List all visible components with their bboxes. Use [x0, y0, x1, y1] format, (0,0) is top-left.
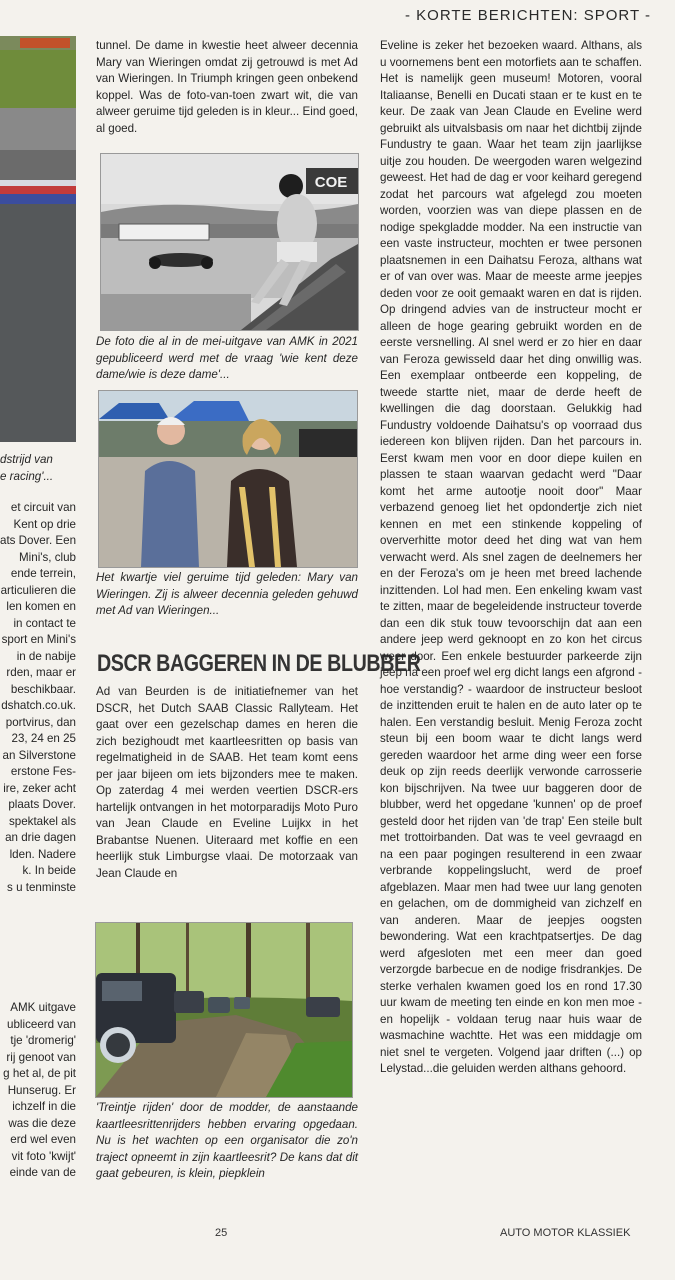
left-text-line: Mini's, club	[19, 550, 76, 564]
left-text-line: einde van de	[9, 1166, 76, 1179]
left-text-line: in de nabije	[16, 649, 76, 663]
left-caption-line: e racing'...	[0, 469, 54, 483]
left-text-line: portvirus, dan	[5, 715, 76, 729]
left-text-line: in contact te	[13, 616, 76, 630]
left-text-line: plaats Dover.	[8, 798, 76, 811]
left-caption-line: dstrijd van	[0, 453, 53, 466]
left-text-line: ubliceerd van	[7, 1017, 76, 1031]
left-text-line: len komen en	[6, 600, 76, 613]
left-text-line: rij genoot van	[6, 1050, 76, 1064]
left-text-line: lden. Nadere	[9, 847, 76, 861]
article-headline: DSCR BAGGEREN IN DE BLUBBER	[97, 650, 421, 677]
left-text-line: an Silverstone	[2, 748, 76, 762]
coe-sign-text: COE	[314, 174, 348, 191]
left-text-line: ende terrein,	[10, 567, 76, 580]
left-text-line: beschikbaar.	[10, 682, 76, 696]
left-text-line: et circuit van	[10, 501, 76, 514]
left-text-line: an drie dagen	[5, 831, 76, 844]
race-track-image	[0, 36, 76, 442]
left-text-line: Hunserug. Er	[7, 1083, 76, 1097]
left-text-line: erstone Fes-	[10, 765, 76, 778]
left-text-line: dshatch.co.uk.	[1, 699, 76, 712]
left-text-line: ichzelf in die	[12, 1100, 76, 1113]
left-text-line: was die deze	[8, 1116, 76, 1130]
color-photo-couple	[98, 390, 358, 568]
photo-caption-2: Het kwartje viel geruime tijd geleden: Mary van Wieringen. Zij is alweer decennia geleden gehuwd met Ad van Wieringen...	[96, 571, 358, 617]
photo-caption-1: De foto die al in de mei-uitgave van AMK in 2021 gepubliceerd werd met de vraag 'wie kent deze dame/wie is deze dame'...	[96, 335, 358, 381]
article-paragraph: Ad van Beurden is de initiatiefnemer van het DSCR, het Dutch SAAB Classic Rallyteam. Het gaat over een gezelschap dames en heren die zich bezighoudt met kaartleesritten op basis van regelmatigheid in de SAAB. Het team komt eens per jaar bijeen om iets bijzonders mee te maken. Op zaterdag 4 mei werden veertien DSCR-ers hartelijk ontvangen in het motorparadijs Moto Puro van Jean Claude en Eveline Luijkx in het Brabantse Nuenen. Uiteraard met koffie en een heerlijk stuk Limburgse vlaai. De motorzaak van Jean Claude en	[96, 685, 358, 880]
left-text-line: rden, maar er	[6, 666, 76, 679]
section-title: - KORTE BERICHTEN: SPORT -	[405, 7, 652, 24]
left-text-line: vit foto 'kwijt'	[11, 1149, 76, 1163]
left-text-line: ire, zeker acht	[3, 781, 76, 795]
page-number: 25	[215, 1227, 228, 1239]
left-text-line: sport en Mini's	[1, 633, 76, 646]
left-text-line: Kent op drie	[13, 517, 76, 531]
left-text-fragments	[0, 500, 76, 940]
magazine-name: AUTO MOTOR KLASSIEK	[500, 1227, 631, 1239]
left-cropped-photo	[0, 36, 76, 442]
left-text-line: spektakel als	[8, 814, 76, 828]
left-text-line: articulieren die	[0, 583, 76, 597]
left-text-line: erd wel even	[10, 1133, 76, 1146]
left-text-fragments-2	[0, 1000, 76, 1200]
photo-caption-3: 'Treintje rijden' door de modder, de aanstaande kaartleesrittenrijders hebben ervaring opgedaan. Nu is het wachten op een organisator die zo'n traject opneemt in zijn kaartleesrit? De kans dat dit gaat gebeuren, is klein, piepklein	[96, 1101, 358, 1180]
left-text-line: ats Dover. Een	[0, 534, 76, 547]
left-text-line: tje 'dromerig'	[10, 1034, 76, 1047]
left-text-line: g het al, de pit	[3, 1067, 76, 1080]
mud-driving-photo	[95, 922, 353, 1098]
left-text-line: AMK uitgave	[10, 1001, 76, 1014]
right-column-text: Eveline is zeker het bezoeken waard. Althans, als u voornemens bent een motorfiets aan te schaffen. Het is namelijk geen museum! Motoren, vooral Italiaanse, Benelli en Ducati staan er te kust en te keur. De zaak van Jean Claude en Eveline werd gebruikt als uitvalsbasis om naar het dichtbij zijnde Fundustry te gaan. Waar het team zijn jaarlijkse uitje zou houden. De weergoden waren welgezind geweest. Het had de dag er voor keihard geregend zodat het parcours wat afgelegd zou moeten worden, voorzien was van diepe plassen en de nodige spekgladde modder. Na een instructie van een vaste instructeur, mochten er twee personen plaatsnemen in een Daihatsu Feroza, althans wat er of van over was. Maar de meeste arme jeepjes deden voor ze ooit gemaakt waren en dat is rijden. Op dringend advies van de instructeur mocht er alleen de hoge gearing gebruikt worden en de eerste versnelling. Al snel werd er zo hier en daar van Feroza gewisseld daar het ding onwillig was. Een exemplaar ontbeerde een koppeling, de tweede startte niet, maar de derde heeft de kwellingen die dag doorstaan. Gelukkig had Fundustry voldoende Daihatsu's op voorraad dus iedereen kon blijven rijden. Dan het parcours in. Eerst kwam men voor en door diepe kuilen en plassen te staan waarvan gedacht werd "Daar komt het arme autootje nooit door" Maar verbazend genoeg liet het opdondertje zich niet kennen en met een stinkende koppeling of oververhitte motor deed het ding wat van hem verwacht werd. Als snel zagen de deelnemers her en der Feroza's om je heen met breed lachende inzittenden. Lol had men. Een enkeling kwam vast te zitten, maar de begeleidende instructeur toverde dan een dik stuk touw tevoorschijn dat aan een andere jeep werd geknoopt en zo kon het circus weer door. Een enkele bestuurder parkeerde zijn jeep na een proef wel erg dicht langs een afgrond - hoe verstandig? - waardoor de instructeur besloot de inzittenden eruit te halen en de auto later op te halen. Een verstandig besluit. Menig Feroza zocht steun bij een boom waar te dicht langs werd gereden waardoor het arme ding weer een forse deuk op zijn reeds deerlijk verwonde carrosserie kon bijschrijven. Na twee uur baggeren door de blubber, werd het opgedane 'kunnen' op de proef gesteld door het rijden van 'de trap' Een steile bult met trottoirbanden. Dat was te veel gevraagd en na een paar pogingen resulterend in een zwaar verbrande koppelingslucht, werd de proef afgeblazen. Maar men had twee uur lang genoten en gelachen, om de dommigheid van zichzelf en van anderen. Maar de jeepjes oogsten bewondering. Wat een krachtpatsertjes. De dag werd afgesloten met een meer dan goed verzorgde barbecue en de nodige frisdrankjes. De sterke verhalen kwamen goed los en rond 17.30 uur kwam de meeting ten einde en kon men moe - en hopelijk - voldaan terug naar huis waar de wasmachine wachtte. Het was een middagje om niet snel te vergeten. Volgend jaar driften (...) op Lelystad...die geluiden werden althans gehoord.	[380, 39, 642, 1075]
left-text-line: s u tenminste	[7, 880, 76, 894]
left-text-line: 23, 24 en 25	[11, 732, 76, 745]
left-text-line: k. In beide	[22, 864, 76, 877]
vintage-photo-mary	[100, 153, 359, 331]
intro-paragraph: tunnel. De dame in kwestie heet alweer decennia Mary van Wieringen omdat zij getrouwd is met Ad van Wieringen. In Triumph kringen geen onbekend koppel. Was de foto-van-toen zwart wit, die van alweer geruime tijd geleden is in kleur... Eind goed, al goed.	[96, 39, 358, 135]
